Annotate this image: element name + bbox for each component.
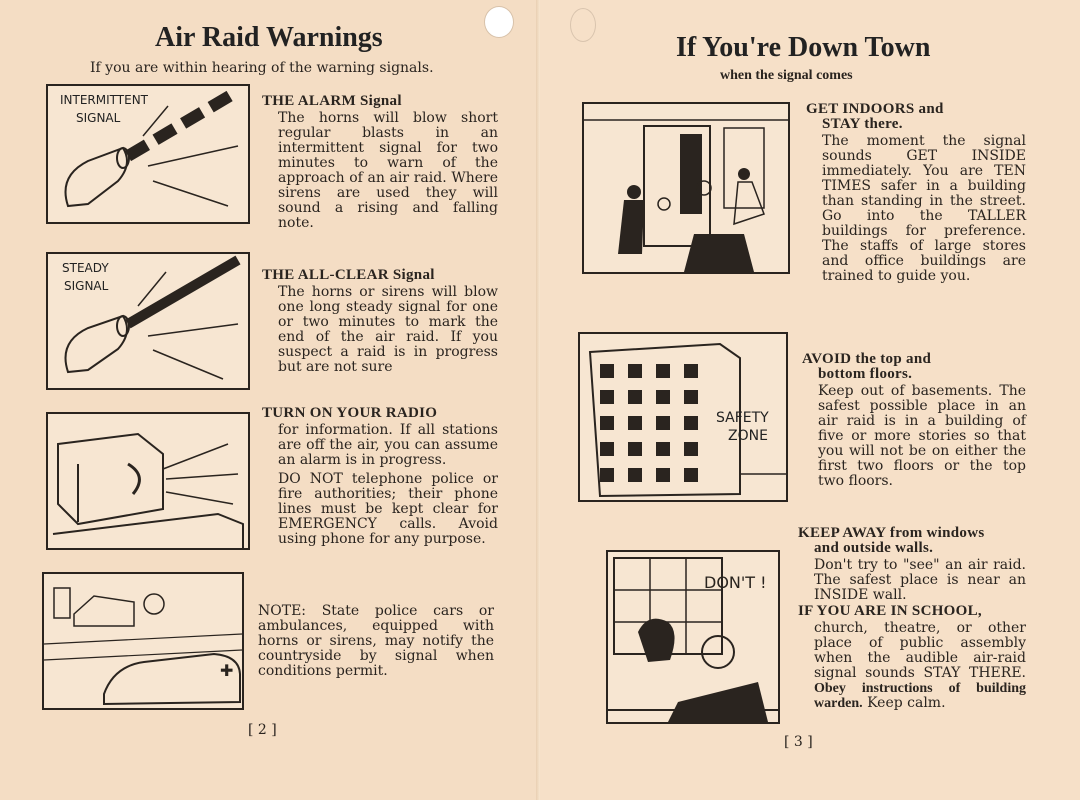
- all-clear-heading: THE ALL-CLEAR Signal: [262, 267, 435, 283]
- building-entrance-icon: [584, 104, 788, 272]
- heading-line: bottom floors.: [818, 366, 913, 382]
- note-section: [258, 604, 494, 679]
- school-section: [798, 604, 1026, 711]
- horn-icon: [48, 86, 248, 222]
- radio-section: [262, 406, 498, 547]
- illus-label: INTERMITTENT: [60, 93, 148, 107]
- get-indoors-section: [806, 102, 1026, 284]
- get-indoors-heading: [806, 102, 1026, 132]
- illus-label: SAFETY: [716, 410, 769, 426]
- radio-heading: TURN ON YOUR RADIO: [262, 405, 438, 421]
- radio-icon: [48, 414, 248, 548]
- heading-line: GET INDOORS and: [806, 101, 944, 117]
- page-title-right: If You're Down Town: [676, 32, 931, 63]
- countryside-car-illustration: [42, 572, 244, 710]
- page-number-right: [ 3 ]: [784, 734, 813, 750]
- car-icon: [44, 574, 242, 708]
- building-icon: [580, 334, 786, 500]
- get-indoors-illustration: [582, 102, 790, 274]
- illus-label: ZONE: [728, 428, 768, 444]
- window-icon: [608, 552, 778, 722]
- school-bold-text: Obey instructions of building warden.: [814, 681, 1026, 711]
- get-indoors-text: The moment the signal sounds GET INSIDE immediately. You are TEN TIMES safer in a building than standing in the street. Go into the TALLER buildings for preference. The staffs of large stores and office buildings are trained to guide you.: [822, 133, 1026, 284]
- safety-zone-illustration: [578, 332, 788, 502]
- all-clear-text: The horns or sirens will blow one long steady signal for one or two minutes to mark the end of the air raid. If you suspect a raid is in progress but are not sure: [278, 284, 498, 375]
- heading-line: STAY there.: [822, 116, 903, 132]
- page-number-left: [ 2 ]: [248, 722, 277, 738]
- radio-illustration: [46, 412, 250, 550]
- page-title-left: Air Raid Warnings: [155, 22, 383, 53]
- all-clear-section: [262, 268, 498, 375]
- intermittent-horn-illustration: [46, 84, 250, 224]
- illus-label: SIGNAL: [64, 279, 109, 293]
- keep-away-section: [798, 526, 1026, 603]
- window-illustration: [606, 550, 780, 724]
- alarm-heading: THE ALARM Signal: [262, 93, 402, 109]
- alarm-text: The horns will blow short regular blasts in an intermittent signal for two minutes to warn of the approach of an air raid. Where sirens are used they will sound a rising and falling note.: [278, 110, 498, 231]
- illus-label: STEADY: [62, 261, 109, 275]
- note-text: NOTE: State police cars or ambulances, equipped with horns or sirens, may notify the countryside by signal when conditions permit.: [258, 603, 494, 679]
- illus-label: SIGNAL: [76, 111, 121, 125]
- school-text: [798, 621, 1026, 711]
- horn-icon: [48, 254, 248, 388]
- page-subtitle-left: If you are within hearing of the warning signals.: [90, 60, 434, 76]
- school-text-part: church, theatre, or other place of public assembly when the audible air-raid signal sounds STAY THERE.: [814, 620, 1026, 681]
- avoid-floors-text: Keep out of basements. The safest possible place in an air raid is in a building of five or more stories so that you will not be on either the first two floors or the top two floors.: [818, 383, 1026, 489]
- school-text-end: Keep calm.: [867, 695, 946, 711]
- illus-label: DON'T !: [704, 573, 767, 592]
- steady-horn-illustration: [46, 252, 250, 390]
- avoid-floors-heading: [802, 352, 1026, 382]
- heading-line: KEEP AWAY from windows: [798, 525, 985, 541]
- page-stain: [570, 8, 596, 42]
- heading-line: AVOID the top and: [802, 351, 932, 367]
- binder-hole: [484, 6, 514, 38]
- alarm-section: [262, 94, 498, 231]
- cross-icon: ✚: [220, 661, 234, 680]
- keep-away-text: Don't try to "see" an air raid. The safest place is near an INSIDE wall.: [814, 557, 1026, 603]
- school-heading: IF YOU ARE IN SCHOOL,: [798, 603, 982, 619]
- right-page: [540, 0, 1080, 800]
- heading-line: and outside walls.: [814, 540, 934, 556]
- avoid-floors-section: [802, 352, 1026, 489]
- keep-away-heading: [798, 526, 1026, 556]
- page-subtitle-right: when the signal comes: [720, 68, 853, 83]
- telephone-text: DO NOT telephone police or fire authorities; their phone lines must be kept clear for EMERGENCY calls. Avoid using phone for any purpose.: [278, 471, 498, 547]
- radio-text: for information. If all stations are off the air, you can assume an alarm is in progress.: [278, 422, 498, 468]
